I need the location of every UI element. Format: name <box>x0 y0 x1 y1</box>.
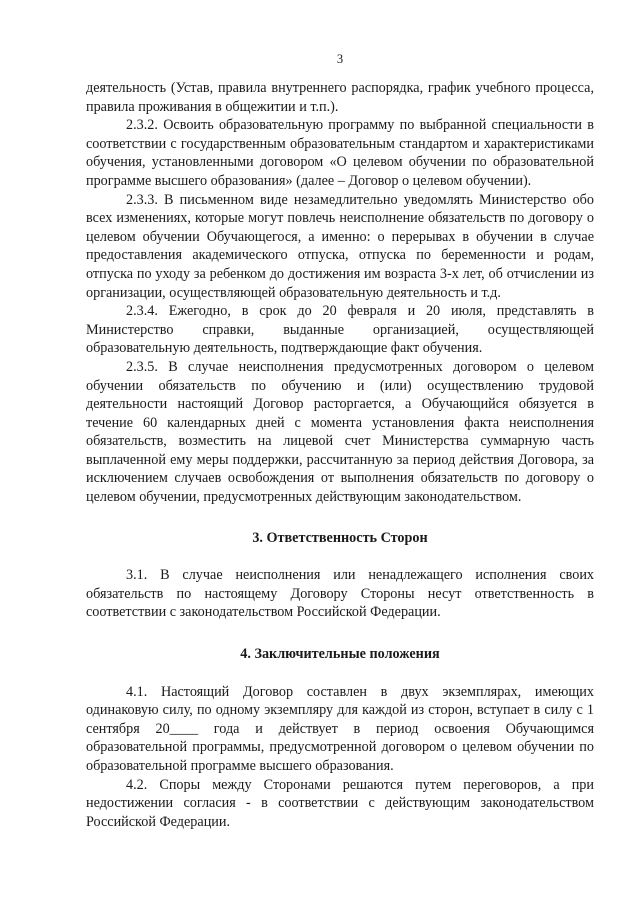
clause-2-3-5: 2.3.5. В случае неисполнения предусмотренных договором о целевом обучении обязательств по обучению и (или) осуществлению трудовой деятельности настоящий Договор расторгается, а Обучающийся обязуется в течение 60 календарных дней с момента установления факта неисполнения обязательств, возместить на лицевой счет Министерства суммарную часть выплаченной ему меры поддержки, рассчитанную за период действия Договора, за исключением случаев освобождения от выполнения обязательств по договору о целевом обучении, предусмотренных действующим законодательством. <box>86 358 594 506</box>
clause-2-3-4: 2.3.4. Ежегодно, в срок до 20 февраля и 20 июля, представлять в Министерство справки, выданные организацией, осуществляющей образовательную деятельность, подтверждающие факт обучения. <box>86 303 594 357</box>
clause-3-1: 3.1. В случае неисполнения или ненадлежащего исполнения своих обязательств по настоящему Договору Стороны несут ответственность в соответствии с законодательством Российской Федерации. <box>86 567 594 621</box>
clause-2-3-2: 2.3.2. Освоить образовательную программу по выбранной специальности в соответствии с государственным образовательным стандартом и характеристиками обучения, установленными договором «О целевом обучении по образовательной программе высшего образования» (далее – Договор о целевом обучении). <box>86 117 594 189</box>
clause-2-3-3: 2.3.3. В письменном виде незамедлительно уведомлять Министерство обо всех изменениях, которые могут повлечь неисполнение обязательств по договору о целевом обучении Обучающегося, а именно: о перерывах в обучении в случае предоставления академического отпуска, отпуска по беременности и родам, отпуска по уходу за ребенком до достижения им возраста 3-х лет, об отчислении из организации, осуществляющей образовательную деятельность и т.д. <box>86 191 594 301</box>
clause-4-1: 4.1. Настоящий Договор составлен в двух экземплярах, имеющих одинаковую силу, по одному экземпляру для каждой из сторон, вступает в силу с 1 сентября 20____ года и действует в период освоения Обучающимся образовательной программы, предусмотренной договором о целевом обучении по образовательной программе высшего образования. <box>86 683 594 774</box>
document-body <box>86 79 594 831</box>
page-number: 3 <box>336 52 344 66</box>
section-3-heading: 3. Ответственность Сторон <box>252 529 428 546</box>
paragraph-continuation: деятельность (Устав, правила внутреннего распорядка, график учебного процесса, правила проживания в общежитии и т.п.). <box>86 80 594 115</box>
section-4-heading: 4. Заключительные положения <box>240 646 440 663</box>
clause-4-2: 4.2. Споры между Сторонами решаются путем переговоров, а при недостижении согласия - в соответствии с действующим законодательством Российской Федерации. <box>86 776 594 830</box>
